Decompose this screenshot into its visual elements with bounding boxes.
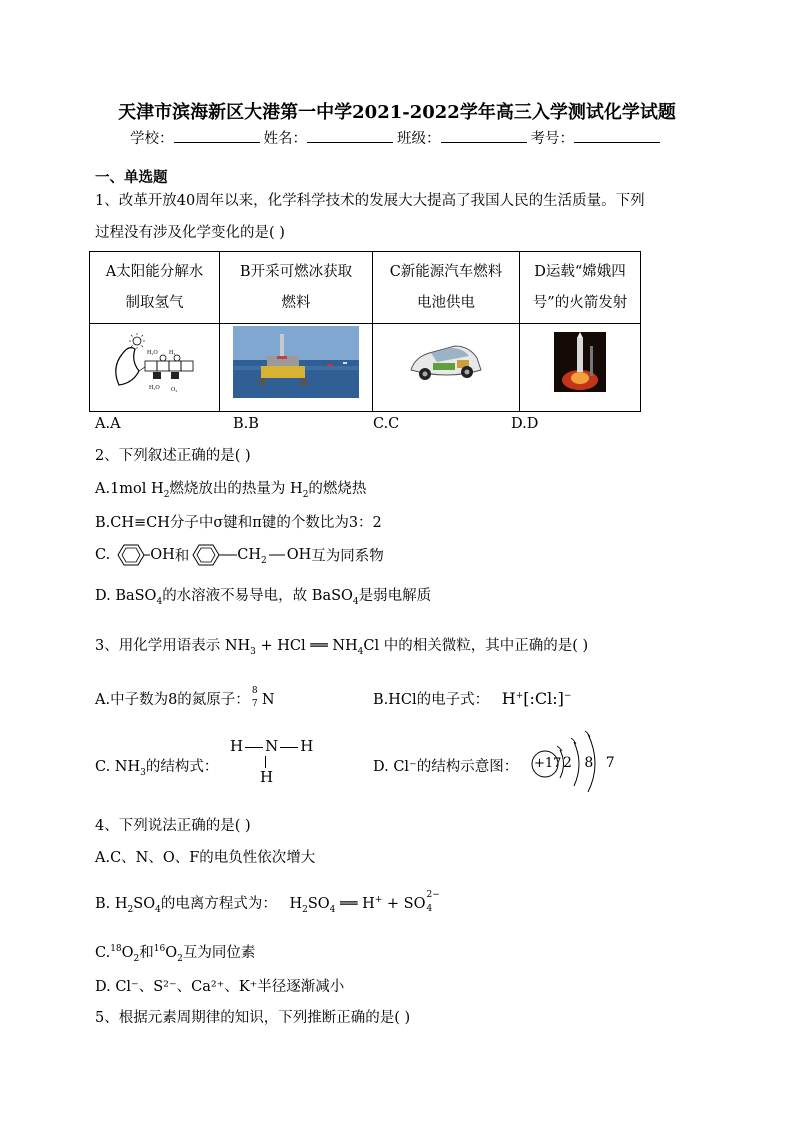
q2-option-d[interactable] xyxy=(95,584,431,607)
q4-eq-pre: H xyxy=(289,896,303,912)
benzene-ring-icon xyxy=(189,542,237,568)
svg-text:H₂O: H₂O xyxy=(148,384,160,391)
q1-answer-a[interactable]: A.A xyxy=(95,416,121,432)
q4-option-a[interactable]: A.C、N、O、F的电负性依次增大 xyxy=(95,850,316,866)
q4-c-and: 和 xyxy=(139,945,154,961)
q4-stem: 4、下列说法正确的是( ) xyxy=(95,818,251,834)
section-title: 一、单选题 xyxy=(95,169,168,186)
q3-c-pre: C. NH xyxy=(95,759,141,775)
q2-c-oh2: OH xyxy=(286,547,312,563)
q4-eq-so: + SO xyxy=(382,896,426,912)
q4-eq-sub2: 4 xyxy=(329,904,336,915)
q2-d-pre: D. BaSO xyxy=(95,588,157,604)
q1-image-b-cell xyxy=(220,324,373,412)
q4-b-sub: 2 xyxy=(127,904,134,915)
q4-eq-plus: + xyxy=(374,895,383,906)
q2-c-ch2: CH xyxy=(237,547,261,563)
q2-a-post: 的燃烧热 xyxy=(308,481,367,497)
q1-answer-c[interactable]: C.C xyxy=(373,416,400,432)
q2-d-sub2: 4 xyxy=(352,596,359,607)
q4-option-c[interactable] xyxy=(95,941,255,964)
q2-c-ch2-sub: 2 xyxy=(260,555,267,566)
rocket-launch-icon xyxy=(554,332,606,392)
q2-option-a[interactable] xyxy=(95,477,366,500)
school-label: 学校： xyxy=(130,131,174,147)
svg-text:O₂: O₂ xyxy=(170,386,177,393)
class-label: 班级： xyxy=(397,131,441,147)
q4-c-pre: C. xyxy=(95,945,111,961)
q5-stem: 5、根据元素周期律的知识，下列推断正确的是( ) xyxy=(95,1010,411,1026)
q2-a-pre: A.1mol H xyxy=(95,481,164,497)
q4-eq-sub1: 2 xyxy=(302,904,308,915)
q3-c-structure-top xyxy=(230,737,313,755)
q3-option-a[interactable] xyxy=(95,688,275,709)
q1-option-b-cell xyxy=(220,252,373,324)
q4-option-d[interactable]: D. Cl⁻、S²⁻、Ca²⁺、K⁺半径逐渐减小 xyxy=(95,979,345,995)
q2-c-and: 和 xyxy=(174,548,190,565)
q3-option-c[interactable] xyxy=(95,755,218,778)
q3-stem-post: Cl 中的相关微粒，其中正确的是( ) xyxy=(363,638,589,654)
q4-eq-mid: SO xyxy=(307,896,330,912)
q1-option-a-cell xyxy=(90,252,220,324)
q1-option-c-cell xyxy=(373,252,520,324)
q4-b-equation xyxy=(289,890,440,915)
fuel-cell-car-icon xyxy=(407,336,485,388)
q2-d-sub: 4 xyxy=(156,596,163,607)
q4-eq-sub3: 4 xyxy=(426,904,433,914)
q2-option-c[interactable] xyxy=(95,542,384,570)
bond-line xyxy=(245,747,263,748)
q1-option-d-cell xyxy=(520,252,641,324)
q1-option-d-line1: D运载“嫦娥四 xyxy=(534,263,626,280)
q3-option-d[interactable]: D. Cl⁻的结构示意图： xyxy=(373,759,519,775)
q3-b-text: B.HCl的电子式： xyxy=(373,692,490,708)
q3-stem-sub2: 4 xyxy=(357,646,364,657)
student-info-line xyxy=(0,127,794,148)
q3-c-sub: 3 xyxy=(140,767,146,778)
solar-water-splitting-diagram-icon xyxy=(105,327,205,397)
q1-stem-line1: 1、改革开放40周年以来，化学科学技术的发展大大提高了我国人民的生活质量。下列 xyxy=(95,193,645,209)
q3-a-text: A.中子数为8的氮原子： xyxy=(95,692,250,708)
q4-eq-post: ══ H xyxy=(335,896,375,912)
svg-text:H₂O: H₂O xyxy=(146,349,158,356)
q1-option-c-line2: 电池供电 xyxy=(417,294,475,311)
bond-line xyxy=(280,747,298,748)
school-field[interactable] xyxy=(174,128,260,143)
benzene-ring-icon xyxy=(110,542,150,568)
q4-b-post: 的电离方程式为： xyxy=(160,896,277,912)
q2-a-mid: 燃烧放出的热量为 H xyxy=(169,481,303,497)
q1-option-c-line1: C新能源汽车燃料 xyxy=(389,263,503,280)
q2-d-post: 是弱电解质 xyxy=(358,588,432,604)
q1-answer-d[interactable]: D.D xyxy=(511,416,539,432)
exam-title: 天津市滨海新区大港第一中学2021-2022学年高三入学测试化学试题 xyxy=(118,102,676,123)
q3-c-h-bottom: H xyxy=(260,768,274,786)
q3-c-h-right: H xyxy=(300,737,314,755)
q4-c-sub2: 2 xyxy=(177,953,183,964)
q2-a-sub: 2 xyxy=(163,489,170,500)
q4-c-o2: O xyxy=(165,945,178,961)
q3-a-nuclide xyxy=(250,686,262,709)
q3-c-post: 的结构式： xyxy=(145,759,219,775)
name-field[interactable] xyxy=(307,128,393,143)
name-label: 姓名： xyxy=(263,131,307,147)
q2-stem: 2、下列叙述正确的是( ) xyxy=(95,448,251,464)
q4-c-sup1: 18 xyxy=(110,944,122,955)
q1-answer-b[interactable]: B.B xyxy=(233,416,259,432)
q1-options-table xyxy=(89,251,641,412)
q1-option-a-line1: A太阳能分解水 xyxy=(105,263,204,280)
q4-b-pre: B. H xyxy=(95,896,128,912)
q2-c-oh1: OH xyxy=(150,547,175,563)
exam-no-label: 考号： xyxy=(530,131,574,147)
q1-image-d-cell xyxy=(520,324,641,412)
offshore-drilling-platform-photo-icon xyxy=(233,326,359,398)
q3-stem-pre: 3、用化学用语表示 NH xyxy=(95,638,251,654)
q2-c-post: 互为同系物 xyxy=(311,548,384,565)
q4-c-post: 互为同位素 xyxy=(182,945,256,961)
q2-option-b[interactable]: B.CH≡CH分子中σ键和π键的个数比为3：2 xyxy=(95,515,382,531)
q3-stem xyxy=(95,634,588,657)
q4-b-sub2: 4 xyxy=(155,904,161,915)
q4-c-sup2: 16 xyxy=(153,944,166,955)
q3-a-atomic: 7 xyxy=(251,699,258,709)
q4-eq-charge: 2− xyxy=(426,890,440,900)
q1-image-c-cell xyxy=(373,324,520,412)
q2-d-mid: 的水溶液不易导电，故 BaSO xyxy=(162,588,353,604)
q2-a-sub2: 2 xyxy=(302,489,309,500)
q2-c-label: C. xyxy=(95,547,111,563)
cl-ion-structure-diagram xyxy=(530,730,619,792)
q1-option-b-line2: 燃料 xyxy=(281,294,311,311)
q4-eq-ion-scripts xyxy=(425,890,440,914)
q3-b-minus: − xyxy=(563,691,572,702)
q1-stem-line2: 过程没有涉及化学变化的是( ) xyxy=(95,225,285,241)
q3-c-n: N xyxy=(265,737,279,755)
q1-option-b-line1: B开采可燃冰获取 xyxy=(239,263,353,280)
q3-a-symbol: N xyxy=(261,692,275,708)
single-bond-line xyxy=(267,542,287,568)
q3-option-b[interactable] xyxy=(373,688,571,709)
class-field[interactable] xyxy=(441,128,527,143)
q3-b-plus: + xyxy=(515,691,524,702)
q3-a-mass: 8 xyxy=(251,686,258,696)
q1-option-d-line2: 号”的火箭发射 xyxy=(532,294,628,311)
q3-stem-sub1: 3 xyxy=(250,646,256,657)
q3-c-h-left: H xyxy=(230,737,244,755)
q4-c-o1: O xyxy=(121,945,134,961)
q3-stem-mid: + HCl ══ NH xyxy=(255,638,358,654)
bond-line-vertical xyxy=(265,756,266,768)
q4-c-sub1: 2 xyxy=(133,953,140,964)
q4-b-mid: SO xyxy=(133,896,156,912)
q4-option-b[interactable] xyxy=(95,892,439,915)
shell-electron-counts: 2 8 7 xyxy=(563,755,619,771)
q3-b-cl: [:Cl:] xyxy=(523,689,564,708)
q3-b-h: H xyxy=(501,689,516,708)
q1-image-a-cell xyxy=(90,324,220,412)
svg-text:H₂: H₂ xyxy=(168,349,175,356)
exam-no-field[interactable] xyxy=(574,128,660,143)
q1-option-a-line2: 制取氢气 xyxy=(125,294,184,311)
nucleus-charge: +17 xyxy=(534,756,562,771)
